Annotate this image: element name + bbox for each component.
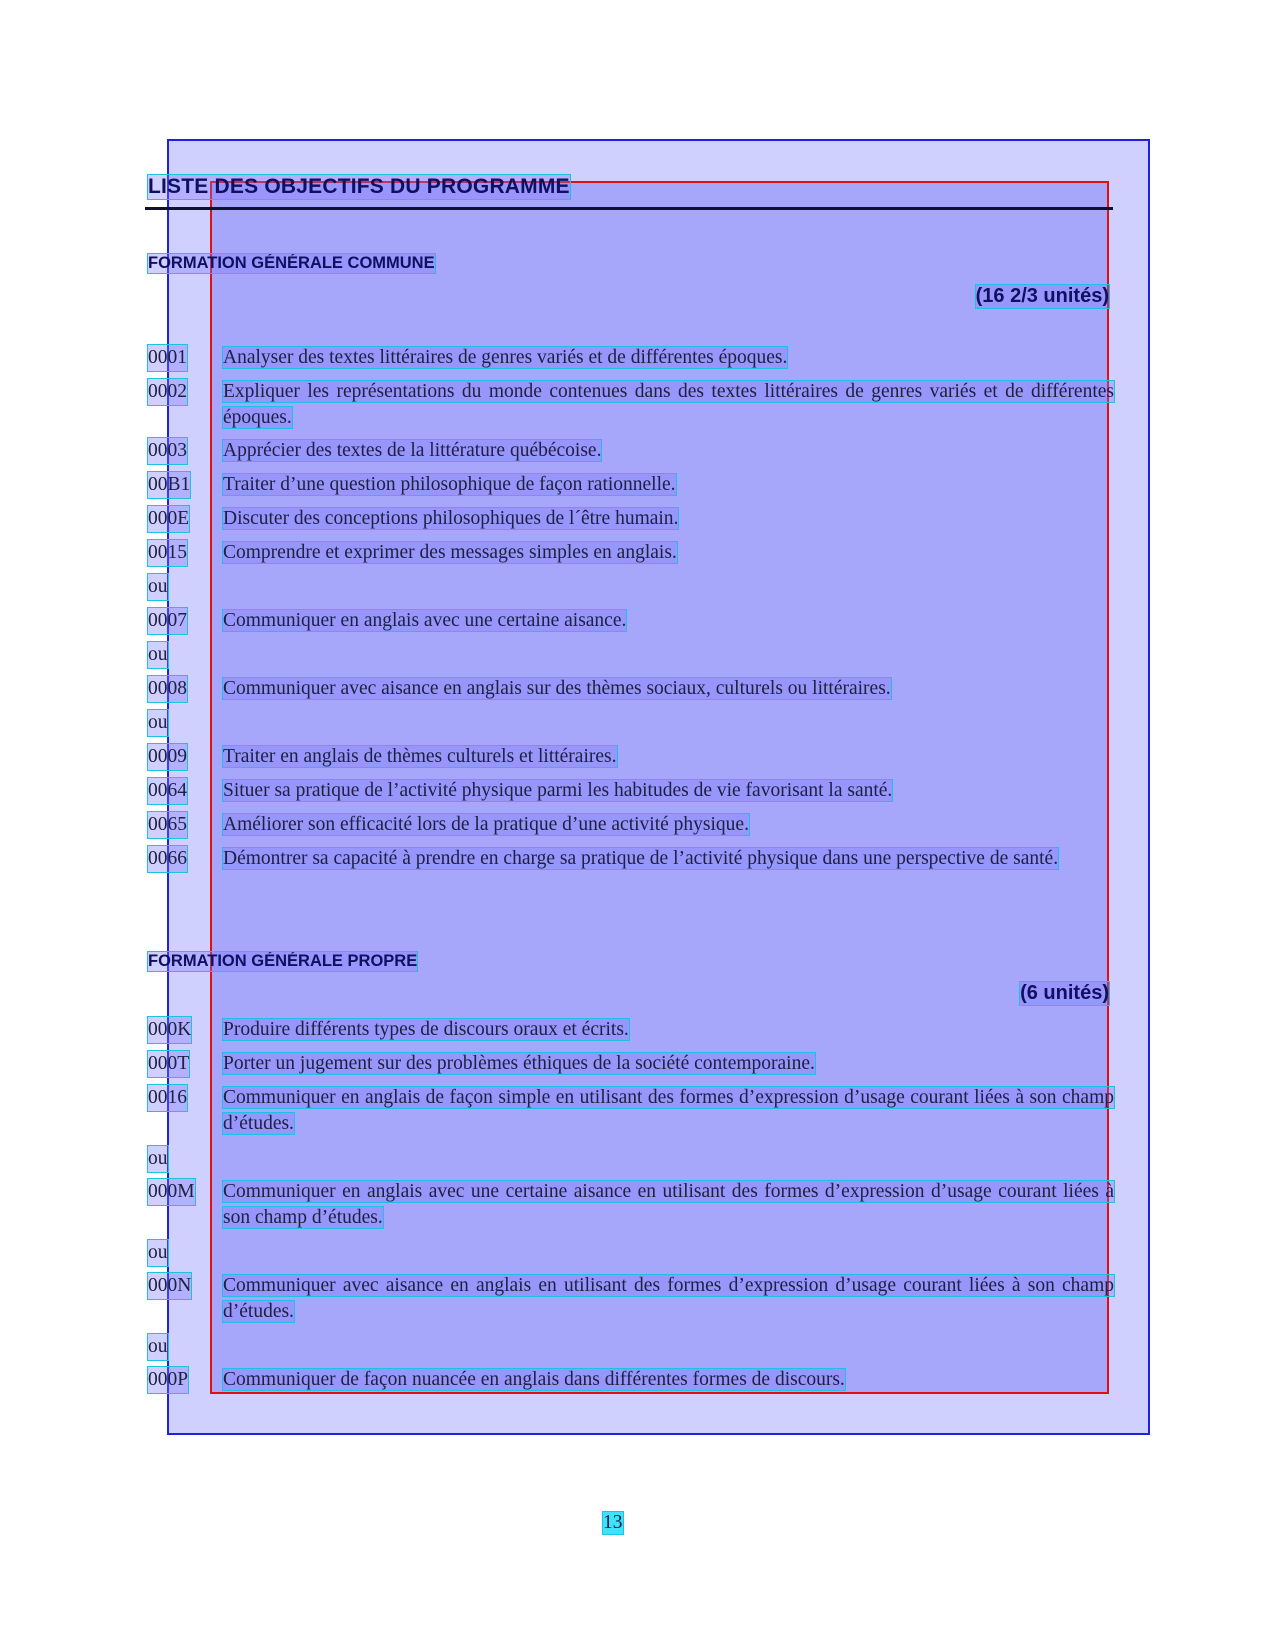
objective-code: 0015 xyxy=(148,540,187,566)
objective-code: 0003 xyxy=(148,438,187,464)
objective-code: 0065 xyxy=(148,812,187,838)
section-heading-commune: FORMATION GÉNÉRALE COMMUNE xyxy=(148,254,435,272)
objective-code: 000K xyxy=(148,1017,191,1043)
connector-ou: ou xyxy=(148,642,168,668)
objective-text: Améliorer son efficacité lors de la pratique d’une activité physique. xyxy=(223,814,749,835)
objective-code: 0001 xyxy=(148,345,187,371)
objective-code: 0007 xyxy=(148,608,187,634)
objective-code: 0064 xyxy=(148,778,187,804)
section-units-commune: (16 2/3 unités) xyxy=(975,285,1109,307)
objective-code: 00B1 xyxy=(148,472,190,498)
objective-text: Communiquer en anglais de façon simple en utilisant des formes d’expression d’usage courant liées à son champ d’études. xyxy=(223,1087,1114,1134)
objective-text: Porter un jugement sur des problèmes éthiques de la société contemporaine. xyxy=(223,1053,815,1074)
objective-code: 000P xyxy=(148,1367,188,1393)
objective-text: Produire différents types de discours oraux et écrits. xyxy=(223,1019,629,1040)
connector-ou: ou xyxy=(148,574,168,600)
section-units-propre: (6 unités) xyxy=(1020,982,1109,1004)
objective-text: Communiquer avec aisance en anglais sur des thèmes sociaux, culturels ou littéraires. xyxy=(223,678,891,699)
objective-text: Démontrer sa capacité à prendre en charge sa pratique de l’activité physique dans une perspective de santé. xyxy=(223,848,1059,869)
page-number: 13 xyxy=(603,1512,623,1533)
objective-code: 000T xyxy=(148,1051,189,1077)
objective-text: Expliquer les représentations du monde contenues dans des textes littéraires de genres variés et de différentes époques. xyxy=(223,381,1114,428)
objective-text: Traiter d’une question philosophique de façon rationnelle. xyxy=(223,474,676,495)
objective-code: 000M xyxy=(148,1179,195,1205)
connector-ou: ou xyxy=(148,1240,168,1266)
connector-ou: ou xyxy=(148,1334,168,1360)
objective-code: 000E xyxy=(148,506,189,532)
objective-text: Discuter des conceptions philosophiques de l´être humain. xyxy=(223,508,679,529)
connector-ou: ou xyxy=(148,710,168,736)
objective-code: 0008 xyxy=(148,676,187,702)
page-title: LISTE DES OBJECTIFS DU PROGRAMME xyxy=(148,175,570,198)
objective-text: Comprendre et exprimer des messages simples en anglais. xyxy=(223,542,677,563)
objective-text: Communiquer en anglais avec une certaine aisance. xyxy=(223,610,627,631)
objective-text: Situer sa pratique de l’activité physique parmi les habitudes de vie favorisant la santé. xyxy=(223,780,893,801)
title-rule xyxy=(145,207,1113,210)
section-heading-propre: FORMATION GÉNÉRALE PROPRE xyxy=(148,952,418,970)
objective-text: Traiter en anglais de thèmes culturels et littéraires. xyxy=(223,746,617,767)
objective-code: 000N xyxy=(148,1273,191,1299)
objective-code: 0009 xyxy=(148,744,187,770)
objective-code: 0002 xyxy=(148,379,187,405)
objective-text: Communiquer avec aisance en anglais en utilisant des formes d’expression d’usage courant liées à son champ d’études. xyxy=(223,1275,1114,1322)
objective-code: 0016 xyxy=(148,1085,187,1111)
connector-ou: ou xyxy=(148,1146,168,1172)
objective-text: Apprécier des textes de la littérature québécoise. xyxy=(223,440,602,461)
objective-code: 0066 xyxy=(148,846,187,872)
objective-text: Communiquer en anglais avec une certaine aisance en utilisant des formes d’expression d’usage courant liées à son champ d’études. xyxy=(223,1181,1114,1228)
objective-text: Analyser des textes littéraires de genres variés et de différentes époques. xyxy=(223,347,788,368)
objective-text: Communiquer de façon nuancée en anglais dans différentes formes de discours. xyxy=(223,1369,845,1390)
